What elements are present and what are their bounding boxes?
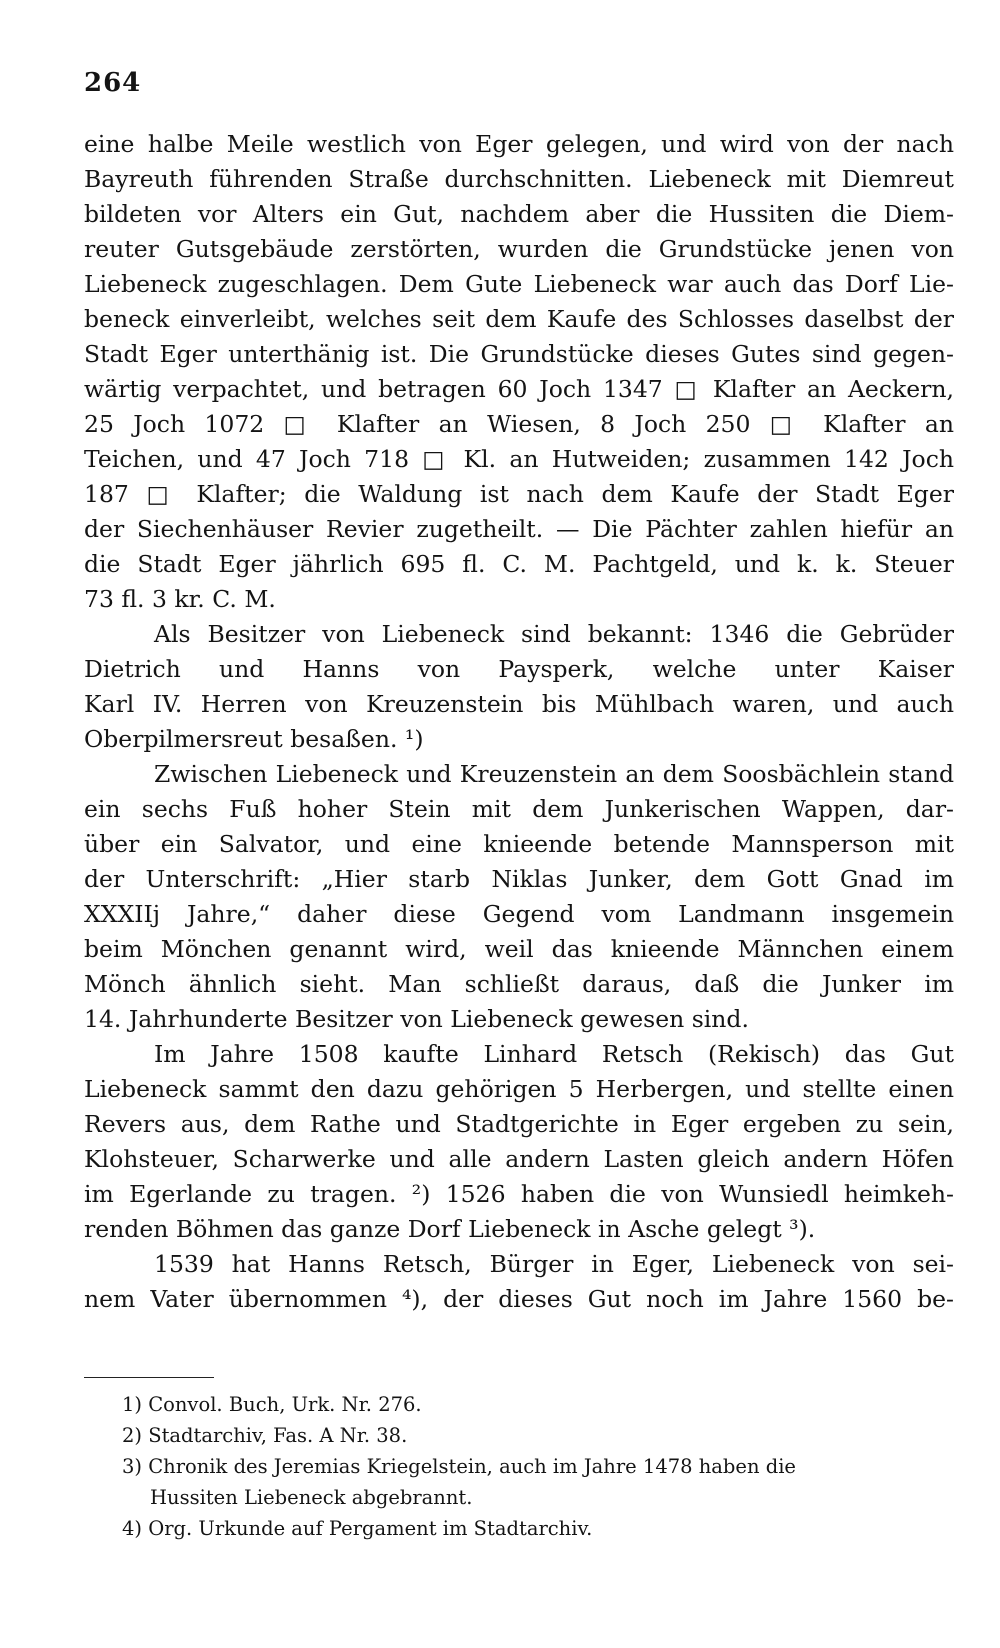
text-line: Zwischen Liebeneck und Kreuzenstein an dem Soosbächlein stand [154, 760, 954, 788]
text-line: der Siechenhäuser Revier zugetheilt. — Die Pächter zahlen hiefür an [84, 515, 954, 543]
text-line: beneck einverleibt, welches seit dem Kaufe des Schlosses daselbst der [84, 305, 954, 333]
text-line: 1539 hat Hanns Retsch, Bürger in Eger, Liebeneck von sei- [154, 1250, 954, 1278]
text-line: eine halbe Meile westlich von Eger gelegen, und wird von der nach [84, 130, 954, 158]
text-line: Liebeneck sammt den dazu gehörigen 5 Herbergen, und stellte einen [84, 1075, 954, 1103]
page-number: 264 [84, 68, 142, 98]
text-line: Stadt Eger unterthänig ist. Die Grundstücke dieses Gutes sind gegen- [84, 340, 954, 368]
text-line: der Unterschrift: „Hier starb Niklas Junker, dem Gott Gnad im [84, 865, 954, 893]
text-line: Im Jahre 1508 kaufte Linhard Retsch (Rekisch) das Gut [154, 1040, 954, 1068]
footnote: 4) Org. Urkunde auf Pergament im Stadtarchiv. [122, 1517, 593, 1540]
text-line: XXXIIj Jahre,“ daher diese Gegend vom Landmann insgemein [84, 900, 954, 928]
text-line: ein sechs Fuß hoher Stein mit dem Junkerischen Wappen, dar- [84, 795, 954, 823]
text-line: Teichen, und 47 Joch 718 □ Kl. an Hutweiden; zusammen 142 Joch [84, 445, 954, 473]
text-line: renden Böhmen das ganze Dorf Liebeneck in Asche gelegt ³). [84, 1215, 816, 1243]
text-line: Als Besitzer von Liebeneck sind bekannt: 1346 die Gebrüder [154, 620, 954, 648]
text-line: Klohsteuer, Scharwerke und alle andern Lasten gleich andern Höfen [84, 1145, 954, 1173]
text-line: Revers aus, dem Rathe und Stadtgerichte in Eger ergeben zu sein, [84, 1110, 954, 1138]
text-line: 14. Jahrhunderte Besitzer von Liebeneck gewesen sind. [84, 1005, 749, 1033]
text-line: Oberpilmersreut besaßen. ¹) [84, 725, 424, 753]
footnote-divider [84, 1377, 214, 1378]
text-line: bildeten vor Alters ein Gut, nachdem aber die Hussiten die Diem- [84, 200, 954, 228]
text-line: Bayreuth führenden Straße durchschnitten. Liebeneck mit Diemreut [84, 165, 954, 193]
text-line: die Stadt Eger jährlich 695 fl. C. M. Pachtgeld, und k. k. Steuer [84, 550, 954, 578]
footnote: 2) Stadtarchiv, Fas. A Nr. 38. [122, 1424, 408, 1447]
text-line: reuter Gutsgebäude zerstörten, wurden die Grundstücke jenen von [84, 235, 954, 263]
text-line: Karl IV. Herren von Kreuzenstein bis Mühlbach waren, und auch [84, 690, 954, 718]
footnote: 1) Convol. Buch, Urk. Nr. 276. [122, 1393, 422, 1416]
text-line: wärtig verpachtet, und betragen 60 Joch 1347 □ Klafter an Aeckern, [84, 375, 954, 403]
text-line: 73 fl. 3 kr. C. M. [84, 585, 276, 613]
text-line: 187 □ Klafter; die Waldung ist nach dem Kaufe der Stadt Eger [84, 480, 954, 508]
text-line: beim Mönchen genannt wird, weil das knieende Männchen einem [84, 935, 954, 963]
text-line: im Egerlande zu tragen. ²) 1526 haben die von Wunsiedl heimkeh- [84, 1180, 954, 1208]
footnote: Hussiten Liebeneck abgebrannt. [150, 1486, 473, 1509]
text-line: Dietrich und Hanns von Paysperk, welche unter Kaiser [84, 655, 954, 683]
text-line: 25 Joch 1072 □ Klafter an Wiesen, 8 Joch 250 □ Klafter an [84, 410, 954, 438]
text-line: Mönch ähnlich sieht. Man schließt daraus, daß die Junker im [84, 970, 954, 998]
footnote: 3) Chronik des Jeremias Kriegelstein, auch im Jahre 1478 haben die [122, 1455, 796, 1478]
text-line: Liebeneck zugeschlagen. Dem Gute Liebeneck war auch das Dorf Lie- [84, 270, 954, 298]
text-line: nem Vater übernommen ⁴), der dieses Gut noch im Jahre 1560 be- [84, 1285, 954, 1313]
text-line: über ein Salvator, und eine knieende betende Mannsperson mit [84, 830, 954, 858]
